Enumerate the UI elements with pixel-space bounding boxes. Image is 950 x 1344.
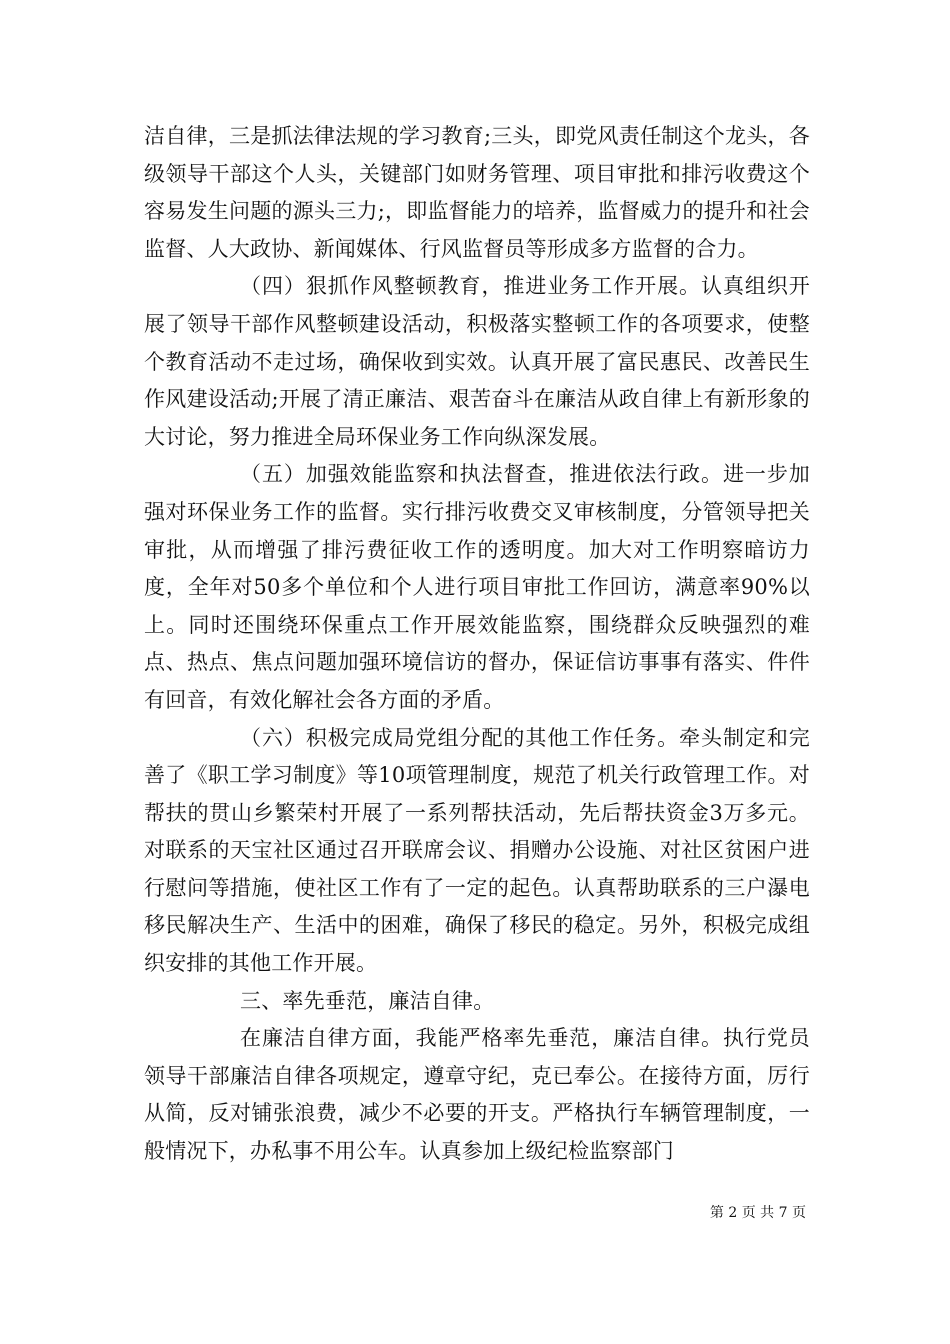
page-number-footer: 第 2 页 共 7 页 (709, 1205, 806, 1221)
section-heading-3: 三、率先垂范，廉洁自律。 (240, 988, 495, 1013)
paragraph-continuation: 洁自律，三是抓法律法规的学习教育;三头，即党风责任制这个龙头，各级领导干部这个人头，关键部门如财务管理、项目审批和排污收费这个容易发生问题的源头三力;，即监督能力的培养，监督威力的提升和社会监督、人大政协、新闻媒体、行风监督员等形成多方监督的合力。 (144, 124, 810, 261)
paragraph-section-4: （四）狠抓作风整顿教育，推进业务工作开展。认真组织开展了领导干部作风整顿建设活动，积极落实整顿工作的各项要求，使整个教育活动不走过场，确保收到实效。认真开展了富民惠民、改善民生作风建设活动;开展了清正廉洁、艰苦奋斗在廉洁从政自律上有新形象的大讨论，努力推进全局环保业务工作向纵深发展。 (144, 274, 810, 449)
paragraph-section-6: （六）积极完成局党组分配的其他工作任务。牵头制定和完善了《职工学习制度》等10项管理制度，规范了机关行政管理工作。对帮扶的贯山乡繁荣村开展了一系列帮扶活动，先后帮扶资金3万多元。对联系的天宝社区通过召开联席会议、捐赠办公设施、对社区贫困户进行慰问等措施，使社区工作有了一定的起色。认真帮助联系的三户瀑电移民解决生产、生活中的困难，确保了移民的稳定。另外，积极完成组织安排的其他工作开展。 (144, 725, 810, 976)
paragraph-section-5: （五）加强效能监察和执法督查，推进依法行政。进一步加强对环保业务工作的监督。实行排污收费交叉审核制度，分管领导把关审批，从而增强了排污费征收工作的透明度。加大对工作明察暗访力度，全年对50多个单位和个人进行项目审批工作回访，满意率90%以上。同时还围绕环保重点工作开展效能监察，围绕群众反映强烈的难点、热点、焦点问题加强环境信访的督办，保证信访事事有落实、件件有回音，有效化解社会各方面的矛盾。 (144, 462, 810, 712)
paragraph-self-discipline: 在廉洁自律方面，我能严格率先垂范，廉洁自律。执行党员领导干部廉洁自律各项规定，遵章守纪，克已奉公。在接待方面，厉行从简，反对铺张浪费，减少不必要的开支。严格执行车辆管理制度，一般情况下，办私事不用公车。认真参加上级纪检监察部门 (144, 1026, 810, 1164)
document-body (144, 118, 810, 1171)
